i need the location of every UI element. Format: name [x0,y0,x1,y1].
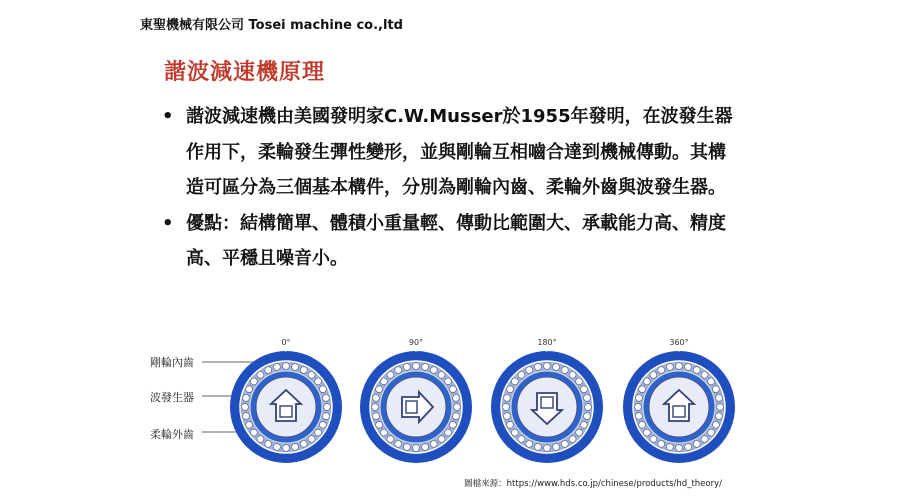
tooth [581,386,588,393]
tooth [430,441,437,448]
tooth [650,372,657,379]
label-circular-spline: 剛輪內齒 [150,356,194,369]
tooth [395,367,402,374]
bullet-dot-icon: • [162,106,174,127]
tooth [713,421,720,428]
tooth [504,395,511,402]
gear-stage-180 [491,347,603,463]
bullet-list [162,99,742,277]
tooth [658,441,665,448]
slide-title: 諧波減速機原理 [164,60,326,85]
tooth [376,421,383,428]
tooth [315,378,322,385]
tooth [535,364,542,371]
tooth [512,378,519,385]
tooth [658,367,665,374]
tooth [320,386,327,393]
tooth [518,372,525,379]
tooth [257,372,264,379]
tooth [561,441,568,448]
tooth [708,429,715,436]
tooth [581,421,588,428]
tooth [518,436,525,443]
tooth [308,436,315,443]
tooth [387,372,394,379]
tooth [639,386,646,393]
tooth [453,395,460,402]
tooth [381,429,388,436]
tooth [422,444,429,451]
tooth [450,421,457,428]
gear-stage-0 [230,347,342,463]
tooth [576,429,583,436]
tooth [395,441,402,448]
tooth [413,363,420,370]
tooth [535,444,542,451]
tooth [585,404,592,411]
tooth [676,363,683,370]
tooth [265,367,272,374]
tooth [693,367,700,374]
gear-stage-360 [623,347,735,463]
angle-label-180: 180° [537,338,557,347]
tooth [526,441,533,448]
tooth [372,404,379,411]
tooth [526,367,533,374]
tooth [257,436,264,443]
tooth [584,395,591,402]
tooth [274,444,281,451]
tooth [650,436,657,443]
tooth [373,395,380,402]
tooth [387,436,394,443]
tooth [584,413,591,420]
tooth [561,367,568,374]
tooth [438,372,445,379]
gear-stage-90 [360,347,472,463]
tooth [685,364,692,371]
tooth [693,441,700,448]
tooth [507,421,514,428]
tooth [430,367,437,374]
tooth [576,378,583,385]
tooth [636,395,643,402]
bullet-dot-icon: • [162,212,174,234]
tooth [323,395,330,402]
tooth [324,404,331,411]
tooth [445,429,452,436]
tooth [667,364,674,371]
tooth [413,445,420,452]
tooth [300,367,307,374]
tooth [636,413,643,420]
tooth [292,364,299,371]
tooth [246,386,253,393]
tooth [320,421,327,428]
tooth [422,364,429,371]
label-flexspline: 柔輪外齒 [150,428,194,441]
tooth [701,436,708,443]
tooth [716,395,723,402]
tooth [507,386,514,393]
harmonic-drive-diagram [140,335,760,465]
tooth [404,444,411,451]
tooth [639,421,646,428]
tooth [265,441,272,448]
tooth [376,386,383,393]
label-wave-generator: 波發生器 [150,391,194,404]
tooth [553,444,560,451]
angle-label-0: 0° [281,338,291,347]
company-name: 東聖機械有限公司 Tosei machine co.,ltd [140,18,403,33]
tooth [676,445,683,452]
tooth [635,404,642,411]
tooth [544,363,551,370]
tooth [713,386,720,393]
tooth [274,364,281,371]
tooth [512,429,519,436]
bullet-item-advantages [162,206,742,277]
tooth [454,404,461,411]
tooth [243,395,250,402]
tooth [450,386,457,393]
tooth [644,429,651,436]
angle-label-90: 90° [408,338,424,347]
tooth [315,429,322,436]
tooth [373,413,380,420]
tooth [404,364,411,371]
tooth [453,413,460,420]
bullet-text: 優點：結構簡單、體積小重量輕、傳動比範圍大、承載能力高、精度高、平穩且噪音小。 [186,212,726,269]
tooth [644,378,651,385]
tooth [569,436,576,443]
tooth [553,364,560,371]
tooth [323,413,330,420]
tooth [243,413,250,420]
bullet-item-history [162,99,742,206]
tooth [246,421,253,428]
tooth [685,444,692,451]
tooth [251,378,258,385]
bullet-text: 諧波減速機由美國發明家C.W.Musser於1955年發明，在波發生器作用下，柔輪發生彈性變形，並與剛輪互相嚙合達到機械傳動。其構造可區分為三個基本構件，分別為剛輪內齒、柔輪外齒與波發生器。 [186,106,733,198]
image-credit: 圖檔來源：https://www.hds.co.jp/chinese/products/hd_theory/ [464,479,722,489]
tooth [716,413,723,420]
tooth [283,445,290,452]
tooth [445,378,452,385]
tooth [717,404,724,411]
tooth [667,444,674,451]
tooth [438,436,445,443]
tooth [503,404,510,411]
tooth [381,378,388,385]
tooth [708,378,715,385]
tooth [283,363,290,370]
tooth [292,444,299,451]
angle-label-360: 360° [669,338,689,347]
tooth [242,404,249,411]
tooth [308,372,315,379]
tooth [300,441,307,448]
tooth [569,372,576,379]
tooth [701,372,708,379]
tooth [251,429,258,436]
tooth [504,413,511,420]
tooth [544,445,551,452]
